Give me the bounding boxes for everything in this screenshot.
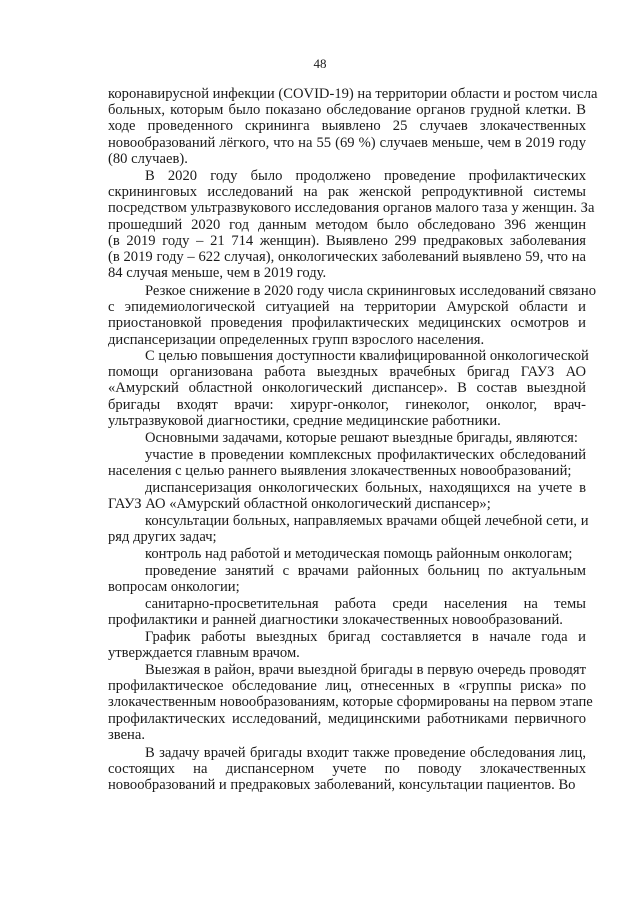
text-line: Выезжая в район, врачи выездной бригады в первую очередь проводят (145, 662, 586, 678)
paragraph (108, 168, 595, 282)
paragraph (108, 596, 586, 628)
text-line: новообразований лёгкого, что на 55 (69 %) случаев меньше, чем в 2019 году (108, 134, 586, 151)
text-line: В задачу врачей бригады входит также проведение обследования лиц, (145, 745, 586, 761)
text-line: ряд других задач; (108, 529, 217, 546)
text-line: проведение занятий с врачами районных больниц по актуальным (145, 563, 586, 579)
text-line: консультации больных, направляемых врачами общей лечебной сети, и (145, 513, 589, 529)
text-line: График работы выездных бригад составляется в начале года и (145, 629, 586, 645)
text-line: ходе проведенного скрининга выявлено 25 случаев злокачественных (108, 118, 586, 135)
page-number: 48 (313, 56, 327, 71)
text-line: помощи организована работа выездных врачебных бригад ГАУЗ АО (108, 364, 586, 381)
text-line: злокачественным новообразованиям, которые сформированы на первом этапе (108, 694, 593, 711)
text-line: коронавирусной инфекции (COVID-19) на территории области и ростом числа (108, 86, 598, 102)
text-line: звена. (108, 726, 145, 743)
text-line: больных, которым было показано обследование органов грудной клетки. В (108, 102, 586, 119)
paragraph (108, 563, 586, 595)
text-line: скрининговых исследований на рак женской репродуктивной системы (108, 184, 586, 201)
text-line: состоящих на диспансерном учете по поводу злокачественных (108, 761, 586, 778)
paragraph (108, 513, 589, 546)
text-line: вопросам онкологии; (108, 579, 240, 596)
paragraph (108, 662, 593, 743)
text-line: ГАУЗ АО «Амурский областной онкологический диспансер»; (108, 496, 491, 513)
paragraph (108, 430, 586, 446)
text-line: «Амурский областной онкологический диспансер». В состав выездной (108, 380, 586, 397)
text-line: участие в проведении комплексных профилактических обследований (145, 447, 586, 463)
text-line: бригады входят врачи: хирург-онколог, гинеколог, онколог, врач- (108, 396, 586, 413)
text-line: диспансеризация онкологических больных, находящихся на учете в (145, 480, 586, 496)
text-line: приостановкой проведения профилактических медицинских осмотров и (108, 315, 586, 332)
text-line: (в 2019 году – 21 714 женщин). Выявлено 299 предраковых заболевания (108, 232, 586, 249)
text-line: санитарно-просветительная работа среди населения на темы (145, 596, 586, 612)
text-line: ультразвуковой диагностики, средние медицинские работники. (108, 412, 501, 429)
text-line: профилактических исследований, медицинскими работниками первичного (108, 710, 586, 727)
text-line: Резкое снижение в 2020 году числа скрининговых исследований связано (145, 283, 596, 299)
text-line: С целью повышения доступности квалифицированной онкологической (145, 348, 589, 364)
paragraph (108, 546, 586, 562)
text-line: Основными задачами, которые решают выездные бригады, являются: (145, 430, 578, 446)
text-line: прошедший 2020 год данным методом было обследовано 396 женщин (108, 216, 586, 233)
text-line: (в 2019 году – 622 случая), онкологических заболеваний выявлено 59, что на (108, 248, 586, 265)
paragraph (108, 745, 586, 794)
text-line: контроль над работой и методическая помощь районным онкологам; (145, 546, 573, 562)
text-line: профилактики и ранней диагностики злокачественных новообразований. (108, 612, 563, 629)
paragraph (108, 480, 586, 512)
text-line: с эпидемиологической ситуацией на территории Амурской области и (108, 299, 586, 316)
text-line: утверждается главным врачом. (108, 645, 300, 662)
text-line: В 2020 году было продолжено проведение профилактических (145, 168, 586, 184)
paragraph (108, 86, 598, 167)
text-line: профилактическое обследование лиц, отнесенных в «группы риска» по (108, 678, 586, 695)
paragraph (108, 348, 589, 429)
text-line: населения с целью раннего выявления злокачественных новообразований; (108, 463, 572, 480)
paragraph (108, 283, 596, 348)
text-line: посредством ультразвукового исследования органов малого таза у женщин. За (108, 200, 595, 217)
text-line: диспансеризации определенных групп взрослого населения. (108, 331, 485, 348)
text-line: 84 случая меньше, чем в 2019 году. (108, 265, 327, 282)
text-line: новообразований и предраковых заболеваний, консультации пациентов. Во (108, 777, 576, 794)
paragraph (108, 629, 586, 661)
paragraph (108, 447, 586, 479)
text-line: (80 случаев). (108, 150, 188, 167)
